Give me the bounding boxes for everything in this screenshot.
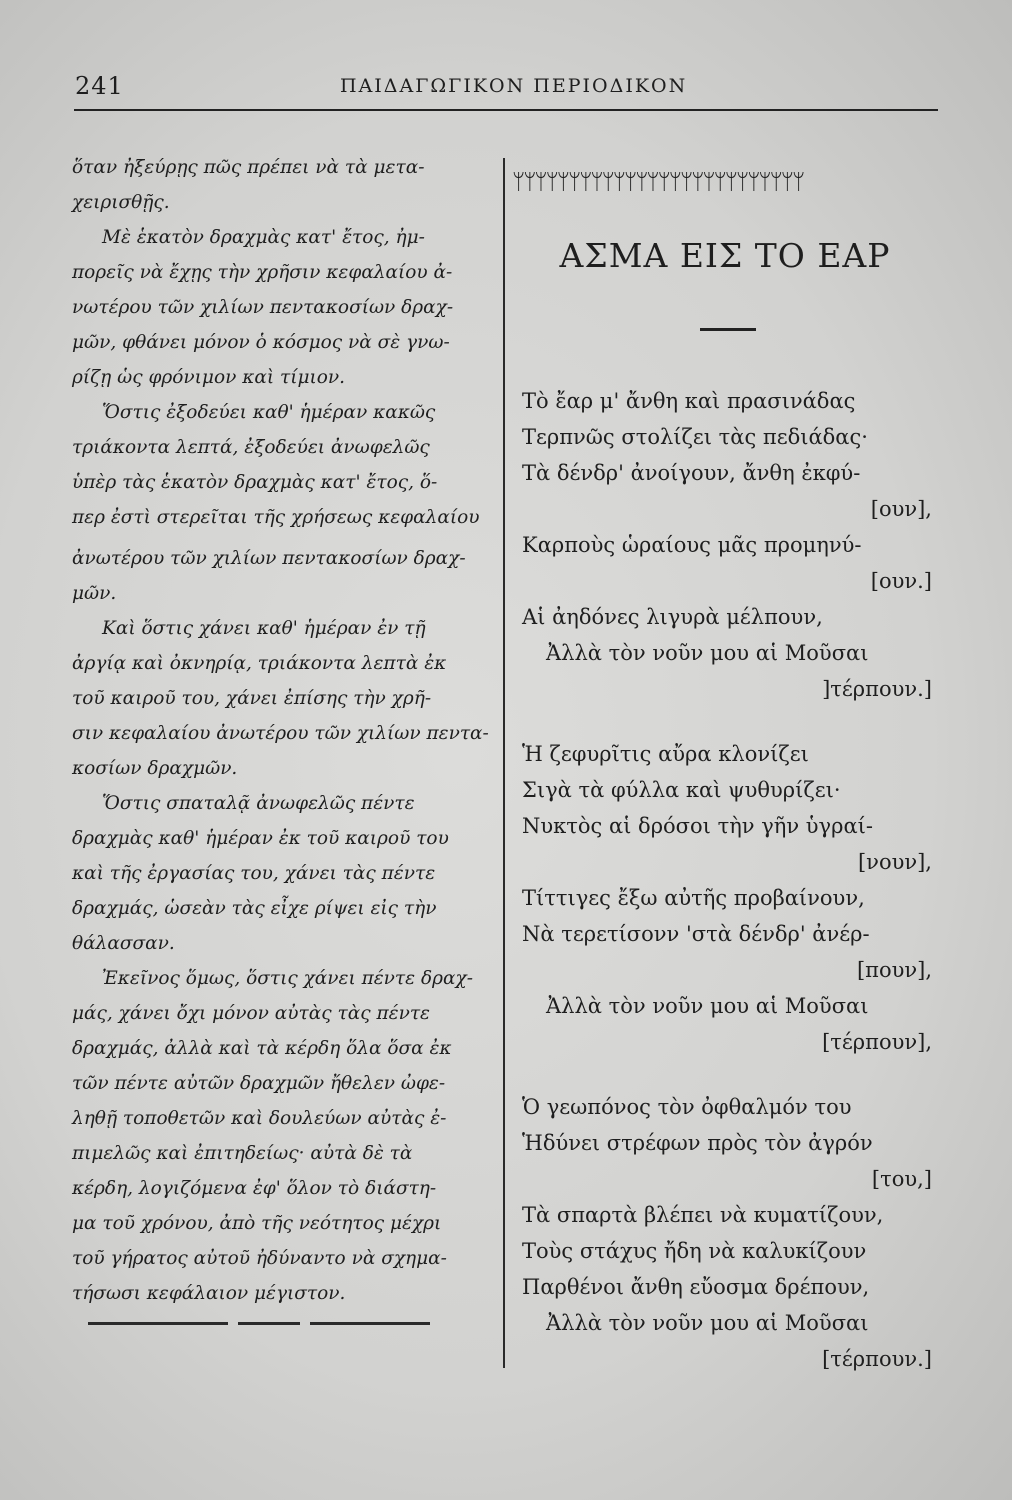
poem: [522, 383, 932, 1377]
title-rule: [700, 328, 756, 331]
end-rule: [310, 1322, 430, 1325]
poem-line: Τερπνῶς στολίζει τὰς πεδιάδας·: [522, 425, 868, 449]
prose-line: καὶ τῆς ἐργασίας του, χάνει τὰς πέντε: [72, 863, 436, 884]
ornament-band: ᛘᛘᛘᛘᛘᛘᛘᛘᛘᛘᛘᛘᛘᛘᛘᛘᛘᛘᛘᛘᛘᛘᛘᛘᛘᛘ: [512, 170, 804, 195]
poem-line: Τίττιγες ἔξω αὐτῆς προβαίνουν,: [522, 886, 865, 910]
poem-line: Αἱ ἀηδόνες λιγυρὰ μέλπουν,: [522, 605, 823, 629]
poem-title: ΑΣΜΑ ΕΙΣ ΤΟ ΕΑΡ: [559, 236, 891, 275]
page-number: 241: [75, 72, 124, 100]
prose-line: Μὲ ἑκατὸν δραχμὰς κατ' ἔτος, ἠμ-: [102, 227, 425, 248]
poem-refrain: Ἀλλὰ τὸν νοῦν μου αἱ Μοῦσαι: [546, 994, 869, 1018]
prose-line: τῶν πέντε αὐτῶν δραχμῶν ἤθελεν ὠφε-: [72, 1073, 446, 1094]
poem-line: Τὸ ἔαρ μ' ἄνθη καὶ πρασινάδας: [522, 389, 856, 413]
poem-line: Παρθένοι ἄνθη εὔοσμα δρέπουν,: [522, 1275, 870, 1299]
prose-line: μῶν, φθάνει μόνον ὁ κόσμος νὰ σὲ γνω-: [72, 332, 450, 353]
poem-line-continuation: [ουν],: [870, 497, 932, 521]
prose-line: ἀνωτέρου τῶν χιλίων πεντακοσίων δραχ-: [72, 548, 466, 569]
poem-line-continuation: [του,]: [871, 1167, 932, 1191]
prose-line: τήσωσι κεφάλαιον μέγιστον.: [72, 1283, 346, 1304]
column-divider: [503, 158, 505, 1368]
poem-line: Νυκτὸς αἱ δρόσοι τὴν γῆν ὑγραί-: [522, 814, 873, 838]
poem-line: Τοὺς στάχυς ἤδη νὰ καλυκίζουν: [522, 1239, 867, 1263]
poem-refrain: Ἀλλὰ τὸν νοῦν μου αἱ Μοῦσαι: [546, 1311, 869, 1335]
prose-line: τοῦ γήρατος αὐτοῦ ἠδύναντο νὰ σχημα-: [72, 1248, 447, 1269]
prose-line: νωτέρου τῶν χιλίων πεντακοσίων δραχ-: [72, 297, 454, 318]
prose-line: ληθῇ τοποθετῶν καὶ δουλεύων αὐτὰς ἐ-: [72, 1108, 447, 1129]
prose-line: σιν κεφαλαίου ἀνωτέρου τῶν χιλίων πεντα-: [72, 723, 489, 744]
prose-line: δραχμὰς καθ' ἡμέραν ἐκ τοῦ καιροῦ του: [72, 828, 449, 849]
poem-line: Ὁ γεωπόνος τὸν ὀφθαλμόν του: [522, 1095, 852, 1119]
prose-line: μα τοῦ χρόνου, ἀπὸ τῆς νεότητος μέχρι: [72, 1213, 442, 1234]
prose-line: ρίζῃ ὡς φρόνιμον καὶ τίμιον.: [72, 367, 345, 388]
poem-refrain: Ἀλλὰ τὸν νοῦν μου αἱ Μοῦσαι: [546, 641, 869, 665]
poem-line: Τὰ δένδρ' ἀνοίγουν, ἄνθη ἐκφύ-: [522, 461, 861, 485]
prose-line: Ἐκεῖνος ὅμως, ὅστις χάνει πέντε δραχ-: [102, 968, 473, 989]
running-title: ΠΑΙΔΑΓΩΓΙΚΟΝ ΠΕΡΙΟΔΙΚΟΝ: [340, 75, 688, 97]
poem-line: Ἡδύνει στρέφων πρὸς τὸν ἀγρόν: [522, 1131, 873, 1155]
prose-line: περ ἐστὶ στερεῖται τῆς χρήσεως κεφαλαίου: [72, 507, 480, 528]
prose-line: δραχμάς, ὡσεὰν τὰς εἶχε ρίψει εἰς τὴν: [72, 898, 437, 919]
end-rule: [88, 1322, 228, 1325]
prose-line: ὑπὲρ τὰς ἑκατὸν δραχμὰς κατ' ἔτος, ὅ-: [72, 472, 438, 493]
prose-line: ἀργίᾳ καὶ ὀκνηρίᾳ, τριάκοντα λεπτὰ ἐκ: [72, 653, 447, 674]
end-rule: [238, 1322, 300, 1325]
poem-line: Νὰ τερετίσονν 'στὰ δένδρ' ἀνέρ-: [522, 922, 870, 946]
prose-line: δραχμάς, ἀλλὰ καὶ τὰ κέρδη ὅλα ὅσα ἐκ: [72, 1038, 452, 1059]
prose-line: θάλασσαν.: [72, 933, 175, 954]
section-end-rules: [88, 1322, 438, 1325]
header-rule: [74, 109, 938, 111]
prose-line: ὅταν ἠξεύρῃς πῶς πρέπει νὰ τὰ μετα-: [72, 157, 425, 178]
left-column: [72, 150, 492, 1311]
prose-line: μῶν.: [72, 583, 117, 604]
poem-line-continuation: [πουν],: [856, 958, 932, 982]
poem-line-continuation: [τέρπουν],: [822, 1030, 932, 1054]
poem-line-continuation: [ουν.]: [870, 569, 932, 593]
prose-line: πορεῖς νὰ ἔχῃς τὴν χρῆσιν κεφαλαίου ἀ-: [72, 262, 453, 283]
prose-line: μάς, χάνει ὄχι μόνον αὐτὰς τὰς πέντε: [72, 1003, 430, 1024]
poem-line-continuation: ]τέρπουν.]: [822, 677, 932, 701]
prose-line: κοσίων δραχμῶν.: [72, 758, 238, 779]
poem-line-continuation: [νουν],: [857, 850, 932, 874]
poem-line: Τὰ σπαρτὰ βλέπει νὰ κυματίζουν,: [522, 1203, 884, 1227]
prose-line: κέρδη, λογιζόμενα ἐφ' ὅλον τὸ διάστη-: [72, 1178, 437, 1199]
prose-line: πιμελῶς καὶ ἐπιτηδείως· αὐτὰ δὲ τὰ: [72, 1143, 413, 1164]
poem-line-continuation: [τέρπουν.]: [822, 1347, 932, 1371]
prose-line: χειρισθῇς.: [72, 192, 170, 213]
prose-line: Ὅστις ἐξοδεύει καθ' ἡμέραν κακῶς: [102, 402, 436, 423]
poem-line: Καρποὺς ὡραίους μᾶς προμηνύ-: [522, 533, 862, 557]
prose-line: Καὶ ὅστις χάνει καθ' ἡμέραν ἐν τῇ: [102, 618, 426, 639]
prose-line: τριάκοντα λεπτά, ἐξοδεύει ἀνωφελῶς: [72, 437, 430, 458]
prose-line: Ὅστις σπαταλᾷ ἀνωφελῶς πέντε: [102, 793, 415, 814]
poem-line: Σιγὰ τὰ φύλλα καὶ ψυθυρίζει·: [522, 778, 841, 802]
poem-line: Ἡ ζεφυρῖτις αὔρα κλονίζει: [522, 742, 809, 766]
prose-line: τοῦ καιροῦ του, χάνει ἐπίσης τὴν χρῆ-: [72, 688, 432, 709]
